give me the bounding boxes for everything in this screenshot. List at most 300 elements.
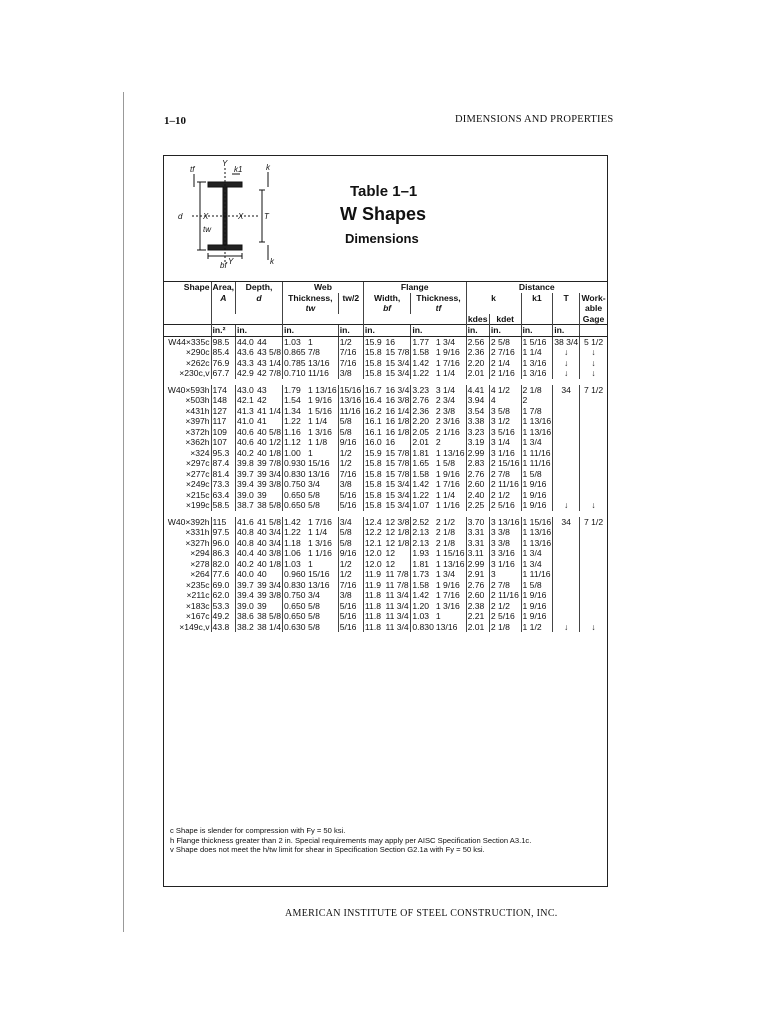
cell-value: 34 xyxy=(553,517,580,528)
cell-value: 3 1/16 xyxy=(489,559,521,570)
cell-value: 1 3/4 xyxy=(521,437,553,448)
cell-value: 1.42 xyxy=(411,358,435,369)
cell-value: 2 1/16 xyxy=(489,368,521,379)
cell-value: 2.13 xyxy=(411,538,435,549)
cell-value: 4 1/2 xyxy=(489,385,521,396)
cell-value: 53.3 xyxy=(211,601,236,612)
cell-value: 40 3/8 xyxy=(257,548,282,558)
cell-value: 15 3/4 xyxy=(385,500,410,510)
cell-value: 2.21 xyxy=(466,611,489,622)
cell-value xyxy=(553,590,580,601)
cell-value: 39.7 xyxy=(236,580,257,591)
cell-value: 38.7 xyxy=(236,500,257,511)
cell-value: 1.22 xyxy=(411,368,435,379)
cell-shape: ×278 xyxy=(190,558,210,569)
page-margin-line xyxy=(123,92,124,932)
cell-value: 5/16 xyxy=(338,601,363,612)
cell-value: 7/16 xyxy=(338,347,363,358)
cell-value: 43.0 xyxy=(236,385,257,396)
cell-value: 15 7/8 xyxy=(385,447,410,458)
cell-value: 2 3/16 xyxy=(435,416,460,426)
cell-value xyxy=(580,437,607,448)
cell-value: 9/16 xyxy=(338,437,363,448)
svg-text:k1: k1 xyxy=(234,165,243,174)
cell-value: 15 7/8 xyxy=(385,468,410,479)
cell-value: 15 7/8 xyxy=(385,347,410,357)
cell-value: 1 7/16 xyxy=(435,479,460,489)
cell-value: 5/8 xyxy=(308,600,320,611)
cell-value: 12 1/8 xyxy=(385,537,410,548)
cell-value: 15.8 xyxy=(363,469,384,480)
cell-value: 2 1/8 xyxy=(435,527,455,537)
section-title: DIMENSIONS AND PROPERTIES xyxy=(455,114,614,125)
cell-value: 40 1/8 xyxy=(257,558,282,569)
cell-value: 15.8 xyxy=(363,479,384,490)
cell-value: ↓ xyxy=(580,622,607,633)
cell-value: 1.03 xyxy=(411,611,435,622)
cell-shape: ×149c,v xyxy=(179,621,210,632)
cell-value: 3 1/16 xyxy=(489,448,521,459)
cell-value: 1 7/16 xyxy=(308,516,332,527)
cell-value: 7/16 xyxy=(338,358,363,369)
cell-value: 1 5/8 xyxy=(521,580,553,591)
cell-value: 1.03 xyxy=(283,336,307,347)
cell-value: 85.4 xyxy=(211,347,236,358)
cell-value: 2.52 xyxy=(411,517,435,528)
cell-value: 1.22 xyxy=(411,490,435,501)
cell-value: 2.91 xyxy=(466,569,489,580)
cell-value: 11 7/8 xyxy=(385,579,409,590)
cell-value: 3 3/8 xyxy=(489,538,521,549)
cell-value: 2 1/8 xyxy=(521,385,553,396)
table-row xyxy=(164,395,607,406)
cell-value: 39 xyxy=(257,489,267,500)
cell-value: 1.81 xyxy=(411,448,435,459)
cell-shape: ×235c xyxy=(185,579,210,590)
svg-text:tw: tw xyxy=(203,225,211,234)
cell-value: 3.70 xyxy=(466,517,489,528)
cell-value: 1 5/16 xyxy=(308,405,332,416)
table-row xyxy=(164,500,607,511)
cell-shape: ×211c xyxy=(186,590,210,600)
cell-value: 1 xyxy=(308,336,313,347)
cell-value xyxy=(553,527,580,538)
cell-value: 1 13/16 xyxy=(522,527,552,537)
cell-value: 1.58 xyxy=(411,580,435,591)
cell-value: 1 9/16 xyxy=(521,479,553,490)
cell-value: 40 1/8 xyxy=(257,447,282,458)
cell-value: ↓ xyxy=(580,358,607,369)
cell-shape: ×297c xyxy=(185,458,210,468)
cell-value xyxy=(580,569,607,580)
cell-value: 2.01 xyxy=(466,368,489,379)
cell-value xyxy=(580,548,607,559)
cell-shape: ×372h xyxy=(185,426,210,437)
table-row xyxy=(164,358,607,369)
page-number: 1–10 xyxy=(164,115,186,127)
cell-value: 77.6 xyxy=(211,569,236,580)
cell-value: 1 9/16 xyxy=(435,579,460,590)
cell-value: 3 1/2 xyxy=(489,416,521,427)
cell-value xyxy=(553,448,580,459)
cell-value: 1 7/16 xyxy=(435,357,460,368)
cell-value: 3/8 xyxy=(338,368,363,379)
cell-value: 16.1 xyxy=(363,427,384,438)
cell-value: 1.77 xyxy=(411,336,435,347)
cell-value: 1 13/16 xyxy=(522,416,552,426)
cell-value xyxy=(580,611,607,622)
cell-shape: ×277c xyxy=(185,468,210,479)
cell-value: 1/2 xyxy=(338,458,363,469)
cell-value: 42.9 xyxy=(236,368,257,379)
cell-value xyxy=(553,538,580,549)
cell-value xyxy=(580,427,607,438)
units-row: in.² in. in. in. in. in. in. in. in. in. xyxy=(164,325,607,337)
cell-value: 1 13/16 xyxy=(435,447,465,458)
cell-value: 87.4 xyxy=(211,458,236,469)
cell-value: 44 xyxy=(257,336,267,347)
cell-value: 2.05 xyxy=(411,427,435,438)
cell-value: 15.8 xyxy=(363,368,384,379)
table-row xyxy=(164,569,607,580)
cell-value: 15.8 xyxy=(363,347,384,358)
cell-value: 40.2 xyxy=(236,559,257,570)
cell-value: 40.4 xyxy=(236,548,257,559)
cell-value: 1 15/16 xyxy=(435,548,465,558)
cell-value: 1 15/16 xyxy=(522,516,552,527)
cell-value: 67.7 xyxy=(211,368,236,379)
table-row xyxy=(164,559,607,570)
cell-value: 1.22 xyxy=(283,527,307,538)
cell-value xyxy=(580,416,607,427)
cell-value: 15.8 xyxy=(363,490,384,501)
cell-value xyxy=(553,427,580,438)
cell-value: 16.2 xyxy=(363,406,384,417)
cell-value: 1.00 xyxy=(283,448,307,459)
cell-value: 43.8 xyxy=(211,622,236,633)
cell-value: 15 3/4 xyxy=(385,368,410,378)
cell-shape: ×327h xyxy=(185,537,210,548)
cell-value: 1.06 xyxy=(283,548,307,559)
cell-value: 2.76 xyxy=(466,469,489,480)
cell-value: 1 13/16 xyxy=(522,537,552,548)
cell-value xyxy=(580,590,607,601)
cell-value: 2.76 xyxy=(411,395,435,406)
cell-value: 0.930 xyxy=(284,458,306,468)
cell-value: 0.650 xyxy=(284,489,306,500)
cell-value: 1 13/16 xyxy=(522,426,552,437)
cell-value: 0.865 xyxy=(284,347,306,357)
cell-value: 1 11/16 xyxy=(521,569,553,580)
cell-value: 96.0 xyxy=(211,538,236,549)
svg-text:tf: tf xyxy=(190,165,195,174)
cell-value: 2.38 xyxy=(466,601,489,612)
cell-value: 2.36 xyxy=(411,406,435,417)
cell-value: 43 5/8 xyxy=(257,347,282,357)
cell-value: 42 xyxy=(257,395,267,405)
cell-value: 2 3/4 xyxy=(435,395,455,405)
cell-value: 39.8 xyxy=(236,458,257,469)
cell-value: 42 7/8 xyxy=(257,368,282,378)
cell-value: 38 3/4 xyxy=(554,336,579,347)
table-row xyxy=(164,458,607,469)
cell-value: 2 5/8 xyxy=(489,336,521,347)
cell-value: 1 1/4 xyxy=(308,416,328,426)
cell-value: 3 5/8 xyxy=(489,406,521,417)
cell-shape: ×503h xyxy=(185,395,210,405)
cell-value: 127 xyxy=(211,406,236,417)
cell-value: 5/8 xyxy=(308,621,320,632)
cell-value: 0.960 xyxy=(284,569,306,579)
cell-value: 1 xyxy=(308,558,313,569)
cell-value: 12 3/8 xyxy=(385,516,410,527)
table-row xyxy=(164,479,607,490)
cell-value: 2 xyxy=(435,437,441,447)
cell-value: 1 9/16 xyxy=(521,490,553,501)
cell-value: 5/16 xyxy=(338,500,363,511)
cell-value: 1/2 xyxy=(338,569,363,580)
cell-value: 5/8 xyxy=(338,527,363,538)
cell-shape: ×262c xyxy=(185,357,210,368)
cell-value: 43.3 xyxy=(236,358,257,369)
table-row xyxy=(164,538,607,549)
cell-value: 1.16 xyxy=(283,427,307,438)
cell-value: 1 7/8 xyxy=(521,406,553,417)
cell-value xyxy=(553,437,580,448)
cell-value: 11/16 xyxy=(308,368,329,378)
cell-value: 2 7/8 xyxy=(489,469,521,480)
cell-value: 0.630 xyxy=(284,621,306,632)
cell-value xyxy=(580,406,607,417)
cell-shape: W44×335c xyxy=(168,336,210,347)
cell-value: 2.36 xyxy=(466,347,489,358)
table-row xyxy=(164,469,607,480)
table-number: Table 1–1 xyxy=(350,183,418,200)
cell-value: 40 xyxy=(257,569,267,579)
cell-value: 1.03 xyxy=(283,559,307,570)
cell-value: 1 13/16 xyxy=(435,558,465,569)
cell-value: 148 xyxy=(211,395,236,406)
cell-value: 16 3/4 xyxy=(385,384,410,395)
svg-text:X: X xyxy=(203,212,209,221)
cell-value: 5/8 xyxy=(338,538,363,549)
cell-value: 1 7/16 xyxy=(435,590,460,600)
cell-value: 16.4 xyxy=(363,395,384,406)
cell-value: 1 xyxy=(308,447,313,458)
cell-value: 13/16 xyxy=(308,579,330,590)
cell-value: 39 3/8 xyxy=(257,590,282,600)
cell-value: 2 xyxy=(521,395,553,406)
cell-value: 0.785 xyxy=(284,357,306,368)
cell-value: 12.1 xyxy=(363,538,384,549)
cell-value: 43 xyxy=(257,384,267,395)
cell-value: 2 1/2 xyxy=(489,490,521,501)
cell-value: 115 xyxy=(211,517,236,528)
cell-value: 1 13/16 xyxy=(308,384,337,395)
footnote: c Shape is slender for compression with Fy = 50 ksi. xyxy=(170,826,346,835)
cell-value: 7 1/2 xyxy=(580,517,607,528)
cell-value: 76.9 xyxy=(211,358,236,369)
cell-value: 16.1 xyxy=(363,416,384,427)
cell-value: 38 1/4 xyxy=(257,621,282,632)
cell-value: 1.42 xyxy=(283,517,307,528)
cell-value: 1 3/16 xyxy=(435,600,460,611)
cell-value: 2 11/16 xyxy=(489,479,521,490)
cell-value xyxy=(580,448,607,459)
cell-value: 39 xyxy=(257,600,267,611)
cell-value: 11 7/8 xyxy=(385,569,409,579)
cell-value: 12.0 xyxy=(363,559,384,570)
cell-value xyxy=(553,479,580,490)
cell-value: 5/16 xyxy=(338,490,363,501)
table-row xyxy=(164,368,607,379)
cell-value: 41 5/8 xyxy=(257,516,282,527)
cell-value xyxy=(580,559,607,570)
cell-value: 5/16 xyxy=(338,622,363,633)
cell-value: 5/8 xyxy=(338,416,363,427)
cell-value: 41 1/4 xyxy=(257,405,282,416)
cell-value: 1/2 xyxy=(338,448,363,459)
cell-value xyxy=(553,569,580,580)
cell-shape: ×431h xyxy=(185,405,210,416)
cell-value: 117 xyxy=(211,416,236,427)
table-row xyxy=(164,437,607,448)
table-row xyxy=(164,490,607,501)
cell-value: 2.56 xyxy=(466,336,489,347)
table-row xyxy=(164,527,607,538)
footnote: h Flange thickness greater than 2 in. Special requirements may apply per AISC Specification Section A3.1c. xyxy=(170,835,532,845)
cell-value: 2.20 xyxy=(411,416,435,427)
cell-value: 11 3/4 xyxy=(385,590,409,600)
cell-value: 40.0 xyxy=(236,569,257,580)
cell-value: 3/8 xyxy=(338,479,363,490)
cell-value: 1.65 xyxy=(411,458,435,469)
cell-value: 16 xyxy=(385,336,396,347)
cell-value: 13/16 xyxy=(338,395,363,406)
svg-text:k: k xyxy=(266,163,270,172)
cell-value: 41 xyxy=(257,416,267,426)
cell-value: 1 xyxy=(435,611,441,621)
cell-value: 42.1 xyxy=(236,395,257,406)
cell-value: 1 9/16 xyxy=(435,468,460,479)
cell-value: 0.750 xyxy=(284,590,306,600)
cell-value: 40.2 xyxy=(236,448,257,459)
svg-text:k: k xyxy=(270,257,274,266)
cell-shape: ×183c xyxy=(185,600,210,611)
table-row xyxy=(164,427,607,438)
cell-value: 62.0 xyxy=(211,590,236,601)
cell-value: 5/8 xyxy=(308,500,320,510)
cell-value: 63.4 xyxy=(211,490,236,501)
cell-value: 2.01 xyxy=(466,622,489,633)
col-flange: Flange xyxy=(363,282,466,293)
cell-value: 1 3/4 xyxy=(435,336,455,347)
cell-value: 38 5/8 xyxy=(257,500,282,510)
cell-value xyxy=(553,416,580,427)
cell-value: 3.38 xyxy=(466,416,489,427)
cell-value xyxy=(580,538,607,549)
cell-value: 16 1/8 xyxy=(385,426,410,437)
cell-value: 1 1/4 xyxy=(308,527,328,537)
cell-value: ↓ xyxy=(553,622,580,633)
cell-value: 15.9 xyxy=(363,448,384,459)
cell-value: 39 3/4 xyxy=(257,468,282,479)
cell-value: 39.4 xyxy=(236,590,257,601)
cell-value: 0.650 xyxy=(284,611,306,621)
cell-value: 0.650 xyxy=(284,500,306,510)
cell-value: 11.8 xyxy=(363,601,384,612)
cell-value: 2 15/16 xyxy=(490,458,520,468)
cell-value: 38 5/8 xyxy=(257,611,282,621)
cell-value: 41.6 xyxy=(236,517,257,528)
cell-shape: ×199c xyxy=(185,500,210,510)
cell-value: 2 1/4 xyxy=(489,358,521,369)
cell-value xyxy=(580,490,607,501)
cell-value: 12 1/8 xyxy=(385,527,410,537)
cell-value: 1.34 xyxy=(283,406,307,417)
cell-value: 16.7 xyxy=(363,385,384,396)
cell-value: 3 xyxy=(489,569,521,580)
cell-value: 1 3/4 xyxy=(435,569,455,579)
cell-value: 3 5/16 xyxy=(489,427,521,438)
cell-value: 11.8 xyxy=(363,611,384,622)
cell-value: 11 3/4 xyxy=(385,621,409,632)
table-title: W Shapes xyxy=(340,204,427,224)
cell-value: 58.5 xyxy=(211,500,236,511)
cell-value xyxy=(553,601,580,612)
cell-value: 0.710 xyxy=(284,368,306,378)
table-row xyxy=(164,448,607,459)
cell-value: 2 11/16 xyxy=(489,590,521,601)
cell-value: 109 xyxy=(211,427,236,438)
cell-value xyxy=(553,406,580,417)
cell-value xyxy=(553,469,580,480)
cell-shape: ×397h xyxy=(185,416,210,426)
cell-value: 40.6 xyxy=(236,427,257,438)
cell-value: 11/16 xyxy=(338,406,363,417)
cell-value: 3.23 xyxy=(466,427,489,438)
svg-text:bf: bf xyxy=(220,261,227,270)
dimensions-table xyxy=(164,281,607,632)
cell-value: 4 xyxy=(489,395,521,406)
cell-value: 15 3/4 xyxy=(385,357,410,368)
cell-shape: ×362h xyxy=(185,437,210,447)
cell-value: 1 9/16 xyxy=(521,611,553,622)
cell-value: 5/8 xyxy=(338,427,363,438)
cell-value: 1.58 xyxy=(411,347,435,358)
cell-value: 3.94 xyxy=(466,395,489,406)
cell-value xyxy=(553,548,580,559)
cell-shape: ×249c xyxy=(185,479,210,489)
cell-value xyxy=(580,458,607,469)
footnotes xyxy=(170,826,600,855)
cell-value: 12.2 xyxy=(363,527,384,538)
svg-text:Y: Y xyxy=(222,160,228,168)
cell-value: 69.0 xyxy=(211,580,236,591)
cell-value: 1 1/4 xyxy=(521,347,553,358)
cell-value: 1 3/4 xyxy=(521,559,553,570)
cell-value: 1 3/16 xyxy=(308,537,332,548)
cell-value: 1.18 xyxy=(283,538,307,549)
cell-value xyxy=(553,490,580,501)
cell-value: 15/16 xyxy=(308,458,330,468)
cell-value xyxy=(553,559,580,570)
table-row xyxy=(164,406,607,417)
svg-text:T: T xyxy=(264,212,269,221)
cell-value: 2.99 xyxy=(466,559,489,570)
cell-value: 1 11/16 xyxy=(521,448,553,459)
table-row xyxy=(164,611,607,622)
